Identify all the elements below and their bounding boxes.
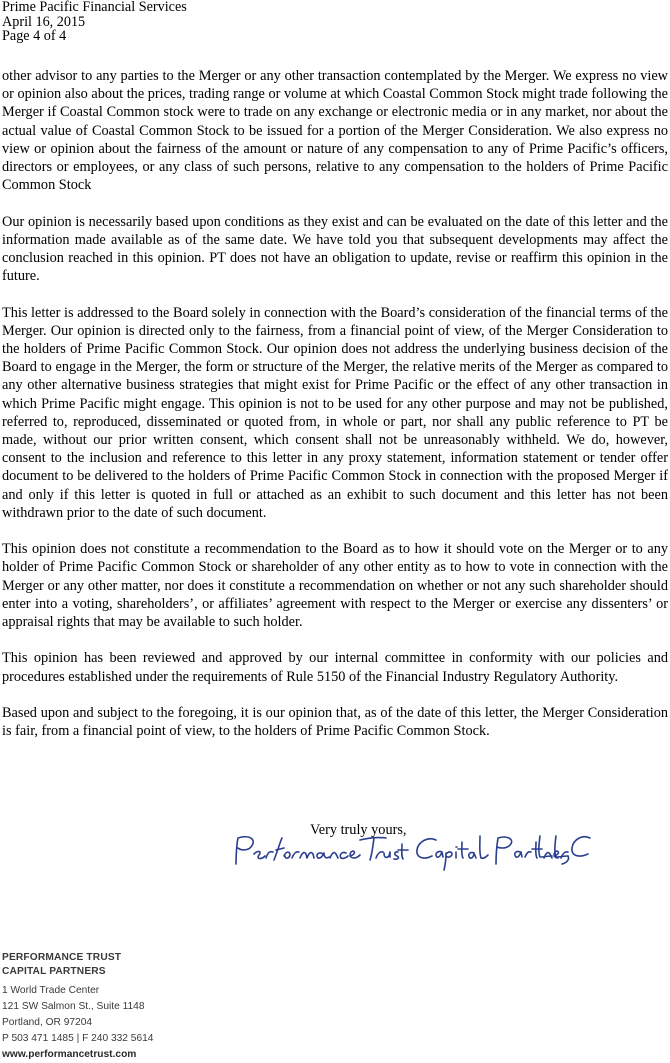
phone-fax: P 503 471 1485 | F 240 332 5614 <box>2 1033 154 1044</box>
address-line-2: 121 SW Salmon St., Suite 1148 <box>2 1001 145 1012</box>
handwritten-signature <box>228 826 598 876</box>
letter-body <box>2 67 668 759</box>
recipient-company: Prime Pacific Financial Services <box>2 0 187 15</box>
paragraph-4: This opinion does not constitute a recommendation to the Board as to how it should vote on the Merger or to any holder of Prime Pacific Common Stock or shareholder of any other entity as to how to vote in connection with the Merger or any other matter, nor does it constitute a recommendation on whether or not any such shareholder should enter into a voting, shareholders’, or affiliates’ agreement with respect to the Merger or exercise any dissenters’ or appraisal rights that may be available to such holder. <box>2 541 668 631</box>
paragraph-1: other advisor to any parties to the Merger or any other transaction contemplated by the Merger. We express no view or opinion also about the prices, trading range or volume at which Coastal Common Stock might trade following the Merger if Coastal Common stock were to trade on any exchange or electronic media or in any market, nor about the actual value of Coastal Common Stock to be issued for a portion of the Merger Consideration. We also express no view or opinion about the fairness of the amount or nature of any compensation to any of Prime Pacific’s officers, directors or employees, or any class of such persons, relative to any compensation to the holders of Prime Pacific Common Stock <box>2 68 668 194</box>
paragraph-3: This letter is addressed to the Board solely in connection with the Board’s consideration of the financial terms of the Merger. Our opinion is directed only to the fairness, from a financial point of view, of the Merger Consideration to the holders of Prime Pacific Common Stock. Our opinion does not address the underlying business decision of the Board to engage in the Merger, the form or structure of the Merger, the relative merits of the Merger as compared to any other alternative business strategies that might exist for Prime Pacific or the effect of any other transaction in which Prime Pacific might engage. This opinion is not to be used for any other purpose and may not be published, referred to, reproduced, disseminated or quoted from, in whole or part, nor shall any public reference to PT be made, without our prior written consent, which consent shall not be unreasonably withheld. We do, however, consent to the inclusion and reference to this letter in any proxy statement, information statement or tender offer document to be delivered to the holders of Prime Pacific Common Stock in connection with the proposed Merger if and only if this letter is quoted in full or attached as an exhibit to such document and this letter has not been withdrawn prior to the date of such document. <box>2 304 668 521</box>
paragraph-2: Our opinion is necessarily based upon conditions as they exist and can be evaluated on the date of this letter and the information made available as of the same date. We have told you that subsequent developments may affect the conclusion reached in this opinion. PT does not have an obligation to update, revise or reaffirm this opinion in the future. <box>2 213 668 285</box>
firm-name-line-1: PERFORMANCE TRUST <box>2 952 122 963</box>
letter-header <box>2 0 187 44</box>
address-line-3: Portland, OR 97204 <box>2 1017 93 1028</box>
letterhead-footer <box>2 951 153 1063</box>
address-line-1: 1 World Trade Center <box>2 985 100 996</box>
firm-name-line-2: CAPITAL PARTNERS <box>2 965 106 977</box>
paragraph-5: This opinion has been reviewed and approved by our internal committee in conformity with our policies and procedures established under the requirements of Rule 5150 of the Financial Industry Regulatory Authority. <box>2 650 668 685</box>
page-number: Page 4 of 4 <box>2 28 67 44</box>
paragraph-6: Based upon and subject to the foregoing, it is our opinion that, as of the date of this letter, the Merger Consideration is fair, from a financial point of view, to the holders of Prime Pacific Common Stock. <box>2 705 668 740</box>
signature-drawing <box>228 826 598 876</box>
website-link[interactable]: www.performancetrust.com <box>2 1049 137 1060</box>
closing-salutation: Very truly yours, <box>310 822 407 838</box>
letter-date: April 16, 2015 <box>2 13 86 30</box>
